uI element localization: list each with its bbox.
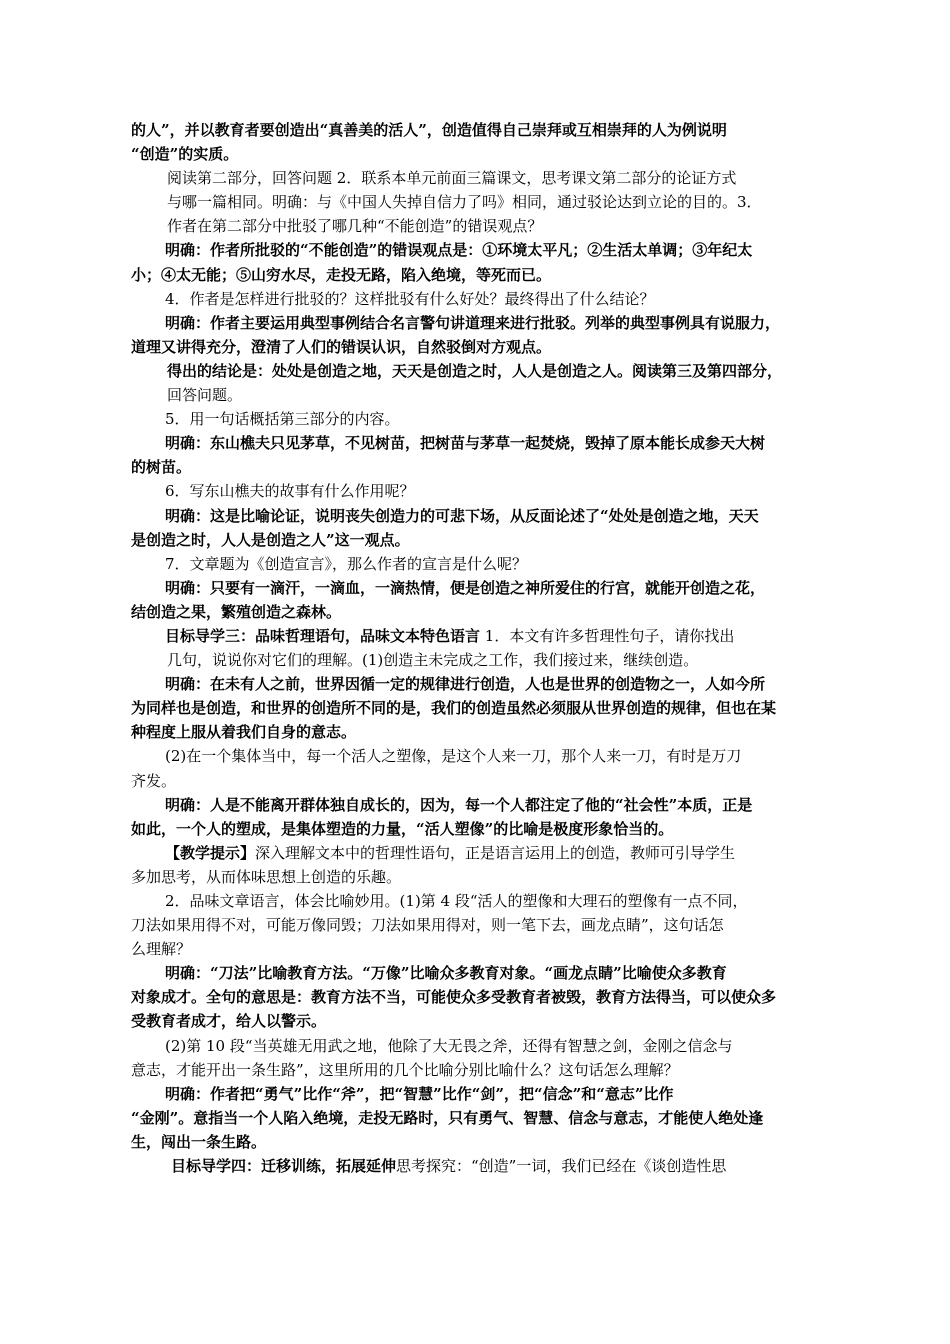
text-line (131, 769, 831, 793)
text-line (131, 311, 831, 335)
line-text: 结创造之果，繁殖创造之森林。 (131, 602, 342, 621)
line-text: 小；④太无能；⑤山穷水尽，走投无路，陷入绝境，等死而已。 (131, 265, 552, 284)
text-line (131, 383, 831, 407)
text-line (131, 431, 831, 455)
line-text: 齐发。 (131, 771, 177, 790)
document-body (131, 118, 831, 1178)
line-text: 受教育者成才，给人以警示。 (131, 1012, 327, 1031)
line-text: 么理解？ (131, 940, 192, 959)
line-text: 明确：东山樵夫只见茅草，不见树苗，把树苗与茅草一起焚烧，毁掉了原本能长成参天大树 (165, 434, 766, 453)
line-text: 与哪一篇相同。明确：与《中国人失掉自信力了吗》相同，通过驳论达到立论的目的。3． (167, 193, 762, 212)
line-text: 明确：“刀法”比喻教育方法。“万像”比喻众多教育对象。“画龙点睛”比喻使众多教育 (165, 964, 727, 983)
text-line (131, 624, 831, 648)
line-text: 目标导学三：品味哲理语句，品味文本特色语言 (165, 626, 481, 645)
line-text: (2)第 10 段“当英雄无用武之地，他除了大无畏之斧，还得有智慧之剑，金刚之信念与 (165, 1036, 733, 1055)
text-line (131, 889, 831, 913)
line-text: 是创造之时，人人是创造之人”这一观点。 (131, 530, 410, 549)
line-text: 生，闯出一条生路。 (131, 1132, 267, 1151)
text-line (131, 142, 831, 166)
line-text: 作者在第二部分中批驳了哪几种“不能创造”的错误观点？ (167, 217, 543, 236)
line-text: 明确：作者把“勇气”比作“斧”，把“智慧”比作“剑”，把“信念”和“意志”比作 (165, 1084, 674, 1103)
line-text: 明确：人是不能离开群体独自成长的，因为，每一个人都注定了他的“社会性”本质，正是 (165, 795, 753, 814)
text-line (131, 744, 831, 768)
text-line (131, 504, 831, 528)
line-text: 7．文章题为《创造宣言》，那么作者的宣言是什么呢？ (165, 554, 528, 573)
text-line (131, 118, 831, 142)
text-line (131, 552, 831, 576)
line-text: 明确：在未有人之前，世界因循一定的规律进行创造，人也是世界的创造物之一，人如今所 (165, 675, 766, 694)
text-line (131, 335, 831, 359)
text-line (131, 1009, 831, 1033)
line-text: 刀法如果用得不对，可能万像同毁；刀法如果用得对，则一笔下去，画龙点睛”，这句话怎 (131, 916, 724, 935)
line-text: 种程度上服从着我们自身的意志。 (131, 723, 357, 742)
text-line (131, 190, 831, 214)
text-line (131, 1154, 831, 1178)
text-line (131, 1058, 831, 1082)
line-text: “金刚”。意指当一个人陷入绝境，走投无路时，只有勇气、智慧、信念与意志，才能使人绝处逢 (131, 1108, 764, 1127)
line-text: 如此，一个人的塑成，是集体塑造的力量，“活人塑像”的比喻是极度形象恰当的。 (131, 819, 674, 838)
text-line (131, 214, 831, 238)
line-text: 对象成才。全句的意思是：教育方法不当，可能使众多受教育者被毁，教育方法得当，可以使众多 (131, 988, 777, 1007)
text-line (131, 648, 831, 672)
line-text: 多加思考，从而体味思想上创造的乐趣。 (131, 867, 402, 886)
line-text: 6．写东山樵夫的故事有什么作用呢？ (165, 482, 415, 501)
line-tail-text: 1．本文有许多哲理性句子，请你找出 (480, 626, 735, 645)
line-text: 的树苗。 (131, 458, 192, 477)
line-text: 5．用一句话概括第三部分的内容。 (165, 410, 400, 429)
text-line (131, 937, 831, 961)
text-line (131, 1034, 831, 1058)
text-line (131, 1106, 831, 1130)
line-text: 阅读第二部分，回答问题 2．联系本单元前面三篇课文，思考课文第二部分的论证方式 (167, 169, 737, 188)
text-line (131, 985, 831, 1009)
text-line (131, 263, 831, 287)
line-text: 明确：作者主要运用典型事例结合名言警句讲道理来进行批驳。列举的典型事例具有说服力， (165, 313, 781, 332)
text-line (131, 1082, 831, 1106)
text-line (131, 672, 831, 696)
line-text: 为同样也是创造，和世界的创造所不同的是，我们的创造虽然必须服从世界创造的规律，但也在某 (131, 699, 777, 718)
line-text: 几句，说说你对它们的理解。(1)创造主未完成之工作，我们接过来，继续创造。 (167, 651, 699, 670)
text-line (131, 407, 831, 431)
text-line (131, 238, 831, 262)
line-text: “创造”的实质。 (131, 145, 239, 164)
text-line (131, 166, 831, 190)
line-text: 道理又讲得充分，澄清了人们的错误认识，自然驳倒对方观点。 (131, 337, 552, 356)
text-line (131, 600, 831, 624)
text-line (131, 865, 831, 889)
line-tail-text: 深入理解文本中的哲理性语句，正是语言运用上的创造，教师可引导学生 (255, 843, 736, 862)
text-line (131, 528, 831, 552)
line-text: (2)在一个集体当中，每一个活人之塑像，是这个人来一刀，那个人来一刀，有时是万刀 (165, 747, 742, 766)
line-text: 回答问题。 (167, 386, 243, 405)
text-line (131, 817, 831, 841)
line-text: 得出的结论是：处处是创造之地，天天是创造之时，人人是创造之人。阅读第三及第四部分， (167, 361, 783, 380)
text-line (131, 720, 831, 744)
text-line (131, 1130, 831, 1154)
line-tail-text: 思考探究：“创造”一词，我们已经在《谈创造性思 (396, 1157, 727, 1176)
line-text: 意志，才能开出一条生路”，这里所用的几个比喻分别比喻什么？这句话怎么理解？ (131, 1060, 679, 1079)
line-text: 明确：只要有一滴汗，一滴血，一滴热情，便是创造之神所爱住的行宫，就能开创造之花， (165, 578, 766, 597)
line-text: 明确：作者所批驳的“不能创造”的错误观点是：①环境太平凡；②生活太单调；③年纪太 (165, 241, 753, 260)
text-line (131, 479, 831, 503)
text-line (131, 793, 831, 817)
line-text: 4．作者是怎样进行批驳的？这样批驳有什么好处？最终得出了什么结论？ (165, 289, 655, 308)
text-line (131, 359, 831, 383)
line-text: 的人”，并以教育者要创造出“真善美的活人”，创造值得自己崇拜或互相崇拜的人为例说明 (131, 121, 727, 139)
text-line (131, 287, 831, 311)
text-line (131, 961, 831, 985)
text-line (131, 576, 831, 600)
text-line (131, 696, 831, 720)
line-text: 目标导学四：迁移训练，拓展延伸 (171, 1157, 397, 1176)
text-line (131, 841, 831, 865)
text-line (131, 455, 831, 479)
text-line (131, 913, 831, 937)
line-text: 【教学提示】 (165, 843, 256, 862)
line-text: 2．品味文章语言，体会比喻妙用。(1)第 4 段“活人的塑像和大理石的塑像有一点不同， (165, 892, 748, 910)
line-text: 明确：这是比喻论证，说明丧失创造力的可悲下场，从反面论述了“处处是创造之地，天天 (165, 506, 759, 525)
